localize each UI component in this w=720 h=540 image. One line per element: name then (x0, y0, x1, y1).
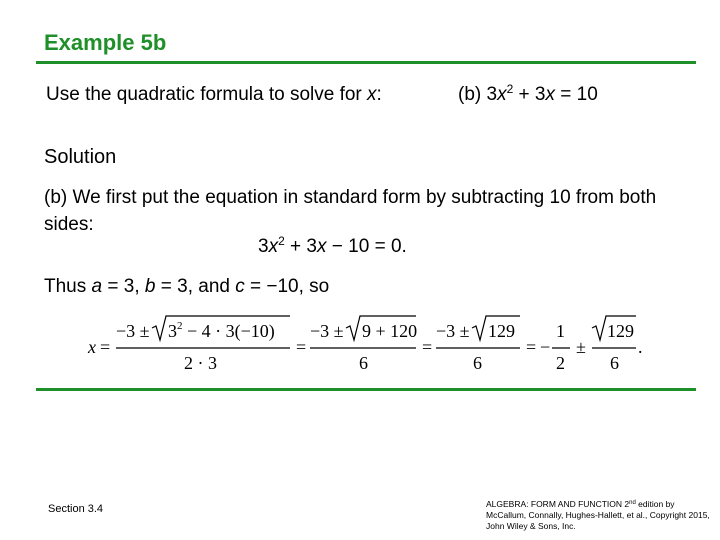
slide-title: Example 5b (44, 30, 167, 55)
coeff-a: a (91, 276, 103, 297)
term4-denominator: 2 (556, 353, 565, 373)
eq-mid: + 3 (284, 236, 317, 257)
term1-radicand: $3^2 - 4 \cdot 3(-10)$ (168, 320, 275, 341)
solution-heading: Solution (44, 146, 117, 168)
formula-eq-4: = (526, 337, 537, 357)
footer-section-label: Section 3.4 (48, 503, 104, 515)
term4-numerator: 1 (556, 321, 565, 341)
content-divider (36, 388, 696, 391)
formula-eq-2: = (296, 337, 307, 357)
part-b-exponent: 2 (506, 82, 514, 96)
part-b-end: = 10 (555, 84, 598, 105)
problem-variable: x (367, 84, 377, 105)
problem-text: Use the quadratic formula to solve for (46, 84, 368, 105)
eq-x1: x (268, 236, 279, 257)
coeff-c-value: = −10, so (244, 276, 330, 297)
term3-radicand: 129 (488, 321, 515, 341)
term1-num-prefix: −3 ± (116, 321, 150, 341)
formula-eq-1: = (100, 337, 111, 357)
term5-denominator: 6 (610, 353, 619, 373)
coeffs-thus: Thus (44, 276, 92, 297)
part-b-mid: + 3 (513, 84, 546, 105)
problem-part-b (458, 84, 598, 106)
footer-citation (486, 499, 716, 532)
coeff-b-value: = 3, and (155, 276, 236, 297)
term2-num-prefix: −3 ± (310, 321, 344, 341)
part-b-label: (b) 3 (458, 84, 498, 105)
term2-denominator: 6 (359, 353, 368, 373)
citation-title: ALGEBRA: FORM AND FUNCTION 2 (486, 499, 630, 509)
citation-superscript: nd (629, 500, 636, 506)
coeff-b: b (144, 276, 156, 297)
title-divider (36, 61, 696, 64)
eq-exponent: 2 (278, 234, 285, 248)
term1-denominator: 2 · 3 (184, 353, 217, 373)
eq-lead: 3 (258, 236, 269, 257)
term5-radicand: 129 (607, 321, 634, 341)
eq-x2: x (317, 236, 327, 257)
coefficients-line (44, 276, 329, 298)
term3-num-prefix: −3 ± (436, 321, 470, 341)
formula-period: . (638, 337, 643, 357)
coeff-a-value: = 3, (102, 276, 145, 297)
problem-statement (46, 82, 598, 106)
part-b-x2: x (545, 84, 555, 105)
formula-eq-3: = (422, 337, 433, 357)
citation-rest: edition by McCallum, Connally, Hughes-Hallett, et al., Copyright 2015, John Wiley & Sons, Inc. (486, 499, 710, 531)
formula-plus-minus: ± (576, 337, 586, 357)
eq-tail: − 10 = 0. (326, 236, 407, 257)
standard-form-equation (258, 236, 407, 258)
part-b-x1: x (497, 84, 507, 105)
solution-paragraph: (b) We first put the equation in standard form by subtracting 10 from both sides: (44, 187, 657, 235)
term2-radicand: 9 + 120 (362, 321, 418, 341)
quadratic-formula-expression (80, 312, 650, 376)
formula-x: x (88, 337, 96, 357)
coeff-c: c (235, 276, 245, 297)
problem-colon: : (376, 84, 382, 105)
formula-minus: − (540, 337, 551, 357)
term3-denominator: 6 (473, 353, 482, 373)
